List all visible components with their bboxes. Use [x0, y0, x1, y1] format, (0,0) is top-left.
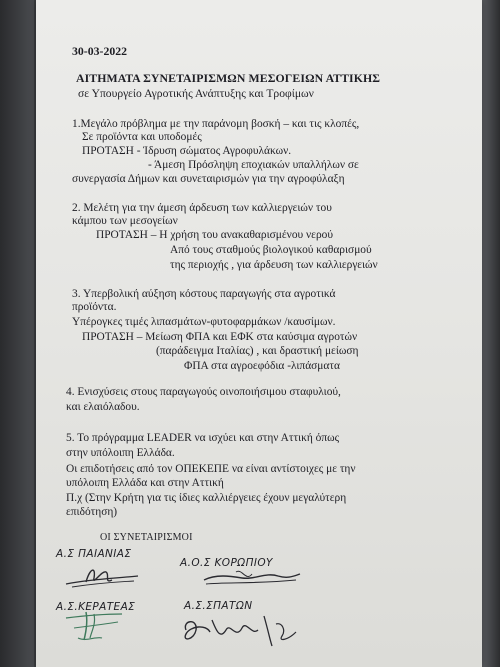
section-4-heading: 4. Ενισχύσεις στους παραγωγούς οινοποιήσιμου σταφυλιού,	[66, 386, 341, 398]
section-1-proposal-line: - Άμεση Πρόσληψη εποχιακών υπαλλήλων σε	[148, 159, 359, 171]
section-3-proposal-line: (παράδειγμα Ιταλίας) , και δραστική μείωση	[156, 345, 359, 357]
signature-label-spaton: Α.Σ.ΣΠΑΤΩΝ	[184, 600, 253, 612]
section-5-line: επιδότηση)	[66, 506, 118, 518]
section-5-heading: 5. Το πρόγραμμα LEADER να ισχύει και στην Αττική όπως	[66, 432, 340, 444]
signature-paianias	[46, 560, 156, 590]
section-3-proposal-line: ΦΠΑ στα αγροεφόδια -λιπάσματα	[184, 360, 340, 372]
section-1-proposal-line: συνεργασία Δήμων και συνεταιρισμών για την αγροφύλαξη	[72, 173, 345, 185]
document-date: 30-03-2022	[72, 44, 128, 58]
document-subtitle: σε Υπουργείο Αγροτικής Ανάπτυξης και Τροφίμων	[78, 87, 314, 100]
signature-kerateas	[56, 608, 136, 644]
section-2-proposal-line: της περιοχής , για άρδευση των καλλιεργειών	[170, 259, 378, 271]
section-1-proposal: ΠΡΟΤΑΣΗ - Ίδρυση σώματος Αγροφυλάκων.	[82, 145, 292, 157]
signature-koropiou	[196, 566, 306, 592]
section-3-heading: 3. Υπερβολική αύξηση κόστους παραγωγής στα αγροτικά	[72, 288, 336, 300]
section-5-line: Π.χ (Στην Κρήτη για τις ίδιες καλλιέργειες έχουν μεγαλύτερη	[66, 492, 347, 504]
signature-label-kerateas: Α.Σ.ΚΕΡΑΤΕΑΣ	[56, 601, 136, 613]
section-2-heading: 2. Μελέτη για την άμεση άρδευση των καλλιεργειών του	[72, 202, 332, 214]
signature-label-paianias: Α.Σ ΠΑΙΑΝΙΑΣ	[56, 548, 132, 560]
section-5-line: Οι επιδοτήσεις από τον ΟΠΕΚΕΠΕ να είναι αντίστοιχες με την	[66, 463, 356, 475]
section-2-proposal: ΠΡΟΤΑΣΗ – Η χρήση του ανακαθαρισμένου νερού	[96, 229, 333, 241]
section-1-line: Σε προϊόντα και υποδομές	[82, 131, 202, 143]
section-3-line: Υπέρογκες τιμές λιπασμάτων-φυτοφαρμάκων /καυσίμων.	[72, 316, 336, 328]
section-3-line: προϊόντα.	[72, 301, 117, 313]
signature-label-koropiou: Α.Ο.Σ ΚΟΡΩΠΙΟΥ	[180, 557, 273, 569]
signature-spaton	[176, 610, 306, 650]
section-5-line: στην υπόλοιπη Ελλάδα.	[66, 447, 175, 459]
section-2-proposal-line: Από τους σταθμούς βιολογικού καθαρισμού	[170, 244, 372, 256]
backdrop-right	[482, 0, 500, 667]
backdrop-left	[0, 0, 34, 667]
section-3-proposal: ΠΡΟΤΑΣΗ – Μείωση ΦΠΑ και ΕΦΚ στα καύσιμα αγροτών	[82, 331, 358, 343]
section-4-line: και ελαιόλαδου.	[66, 401, 140, 413]
document-page	[36, 0, 482, 667]
section-1-heading: 1.Μεγάλο πρόβλημα με την παράνομη βοσκή – και τις κλοπές,	[72, 118, 360, 130]
section-2-line: κάμπου των μεσογείων	[72, 215, 178, 227]
section-5-line: υπόλοιπη Ελλάδα και στην Αττική	[66, 477, 224, 489]
cooperatives-label: ΟΙ ΣΥΝΕΤΑΙΡΙΣΜΟΙ	[100, 532, 193, 543]
document-title: ΑΙΤΗΜΑΤΑ ΣΥΝΕΤΑΙΡΙΣΜΩΝ ΜΕΣΟΓΕΙΩΝ ΑΤΤΙΚΗΣ	[76, 71, 381, 85]
